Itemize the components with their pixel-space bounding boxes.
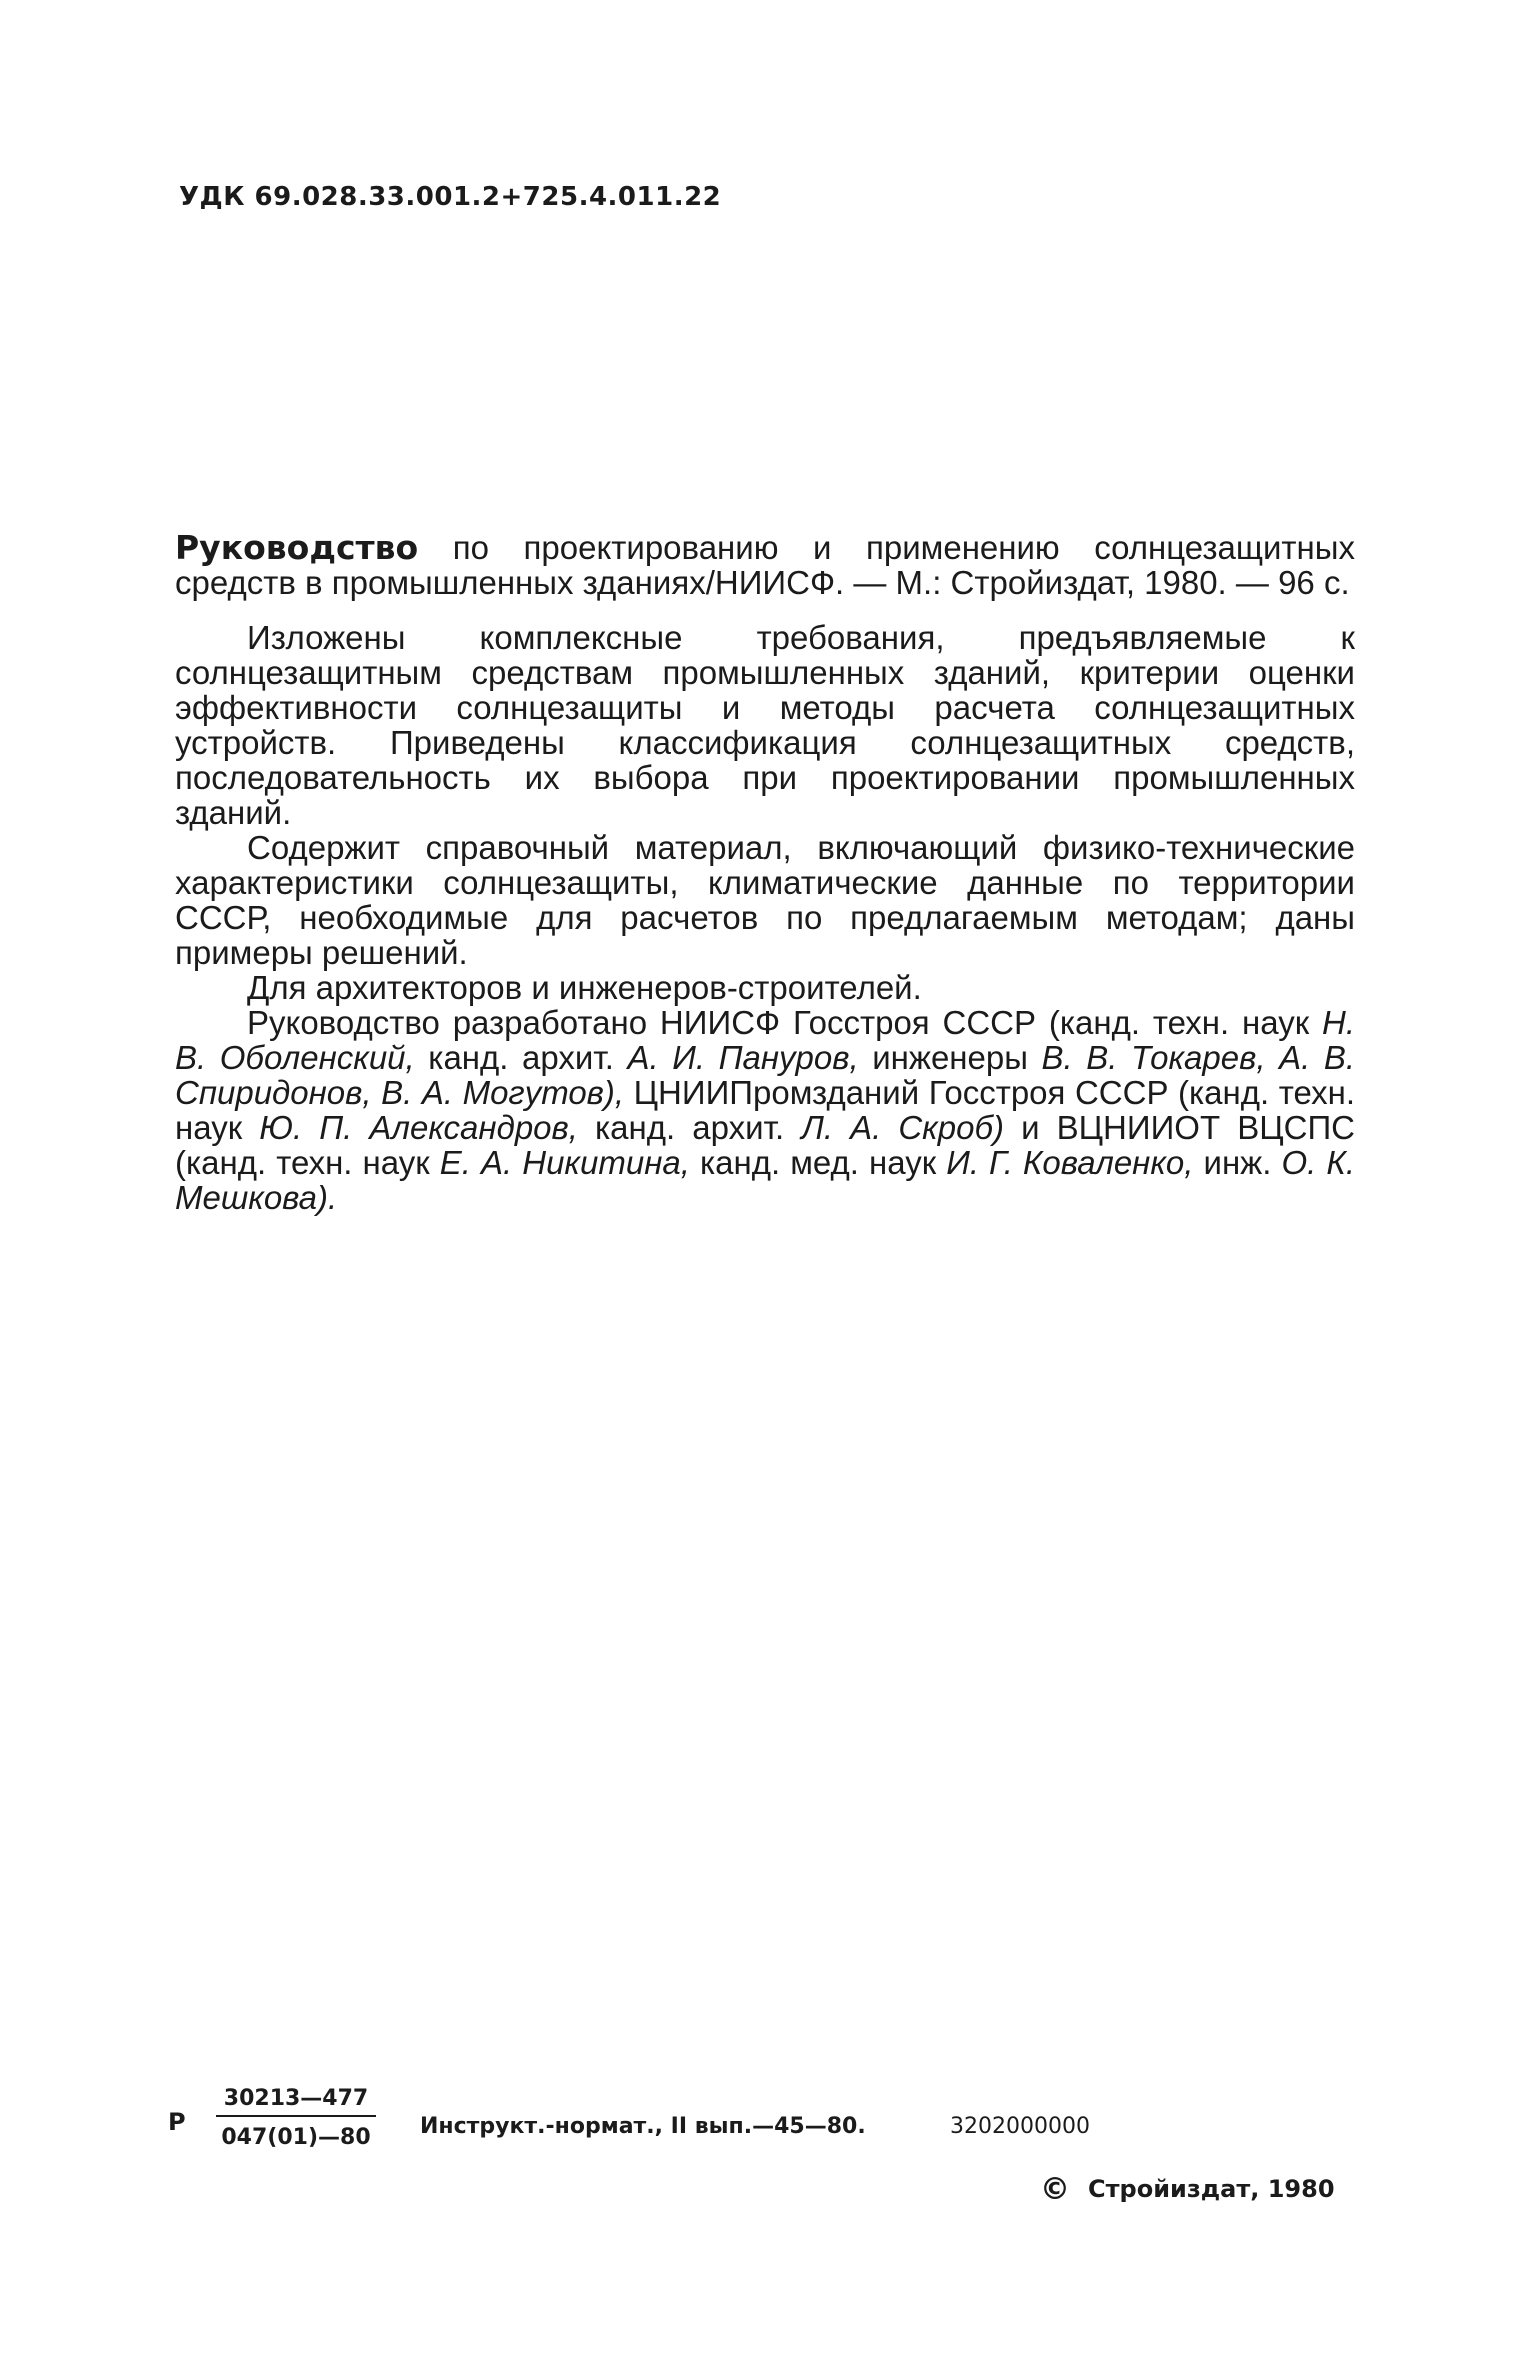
footer-code: 3202000000 [950, 2114, 1090, 2139]
authors-paragraph [175, 1005, 1355, 1215]
abstract-paragraph: Содержит справочный материал, включающий физико-технические характеристики солнцезащиты, климатические данные по территории СССР, необходимые для расчетов по предлагаемым методам; даны примеры решений. [175, 829, 1355, 971]
authors-text: канд. архит. [577, 1109, 802, 1146]
author-name: И. Г. Коваленко, [946, 1144, 1194, 1181]
abstract-paragraph: Изложены комплексные требования, предъявляемые к солнцезащитным средствам промышленных зданий, критерии оценки эффективности солнцезащиты и методы расчета солнцезащитных устройств. Приведены классификация солнцезащитных средств, последовательность их выбора при проектировании промышленных зданий. [175, 619, 1355, 831]
bibliographic-record [175, 530, 1355, 600]
author-name: О. К. Мешкова). [175, 1144, 1356, 1216]
bibliographic-title: Руководство [175, 528, 419, 567]
authors-text: канд. мед. наук [689, 1144, 947, 1181]
footer-letter: Р [168, 2108, 186, 2136]
authors-text: канд. архит. [414, 1039, 628, 1076]
author-name: А. И. Пануров, [627, 1039, 859, 1076]
author-name: Ю. П. Александров, [259, 1109, 578, 1146]
author-name: Е. А. Никитина, [439, 1144, 690, 1181]
author-name: Н. В. Оболенский, [175, 1004, 1355, 1076]
copyright-line [1040, 2172, 1335, 2207]
author-name: Л. А. Скроб) [801, 1109, 1005, 1146]
udc-code: УДК 69.028.33.001.2+725.4.011.22 [179, 182, 722, 212]
bibliographic-details: по проектированию и применению солнцезащитных средств в промышленных зданиях/НИИСФ. — М.: Стройиздат, 1980. — 96 с. [175, 529, 1355, 601]
footer-series: Инструкт.-нормат., II вып.—45—80. [420, 2114, 866, 2139]
authors-text: инж. [1193, 1144, 1282, 1181]
fraction-numerator: 30213—477 [216, 2086, 376, 2117]
annotation-block [175, 530, 1355, 1215]
authors-text: и ВЦНИИОТ ВЦСПС (канд. техн. наук [175, 1109, 1355, 1181]
authors-text: инженеры [858, 1039, 1042, 1076]
copyright-text: Стройиздат, 1980 [1088, 2175, 1335, 2203]
authors-text: ЦНИИПромзданий Госстроя СССР (канд. техн. наук [175, 1074, 1356, 1146]
authors-text: Руководство разработано НИИСФ Госстроя СССР (канд. техн. наук [247, 1004, 1322, 1041]
copyright-icon: © [1040, 2172, 1070, 2207]
audience-paragraph: Для архитекторов и инженеров-строителей. [247, 969, 922, 1006]
author-name: В. В. Токарев, А. В. Спиридонов, В. А. Могутов), [175, 1039, 1355, 1111]
footer-fraction [216, 2086, 376, 2150]
fraction-denominator: 047(01)—80 [221, 2125, 371, 2150]
